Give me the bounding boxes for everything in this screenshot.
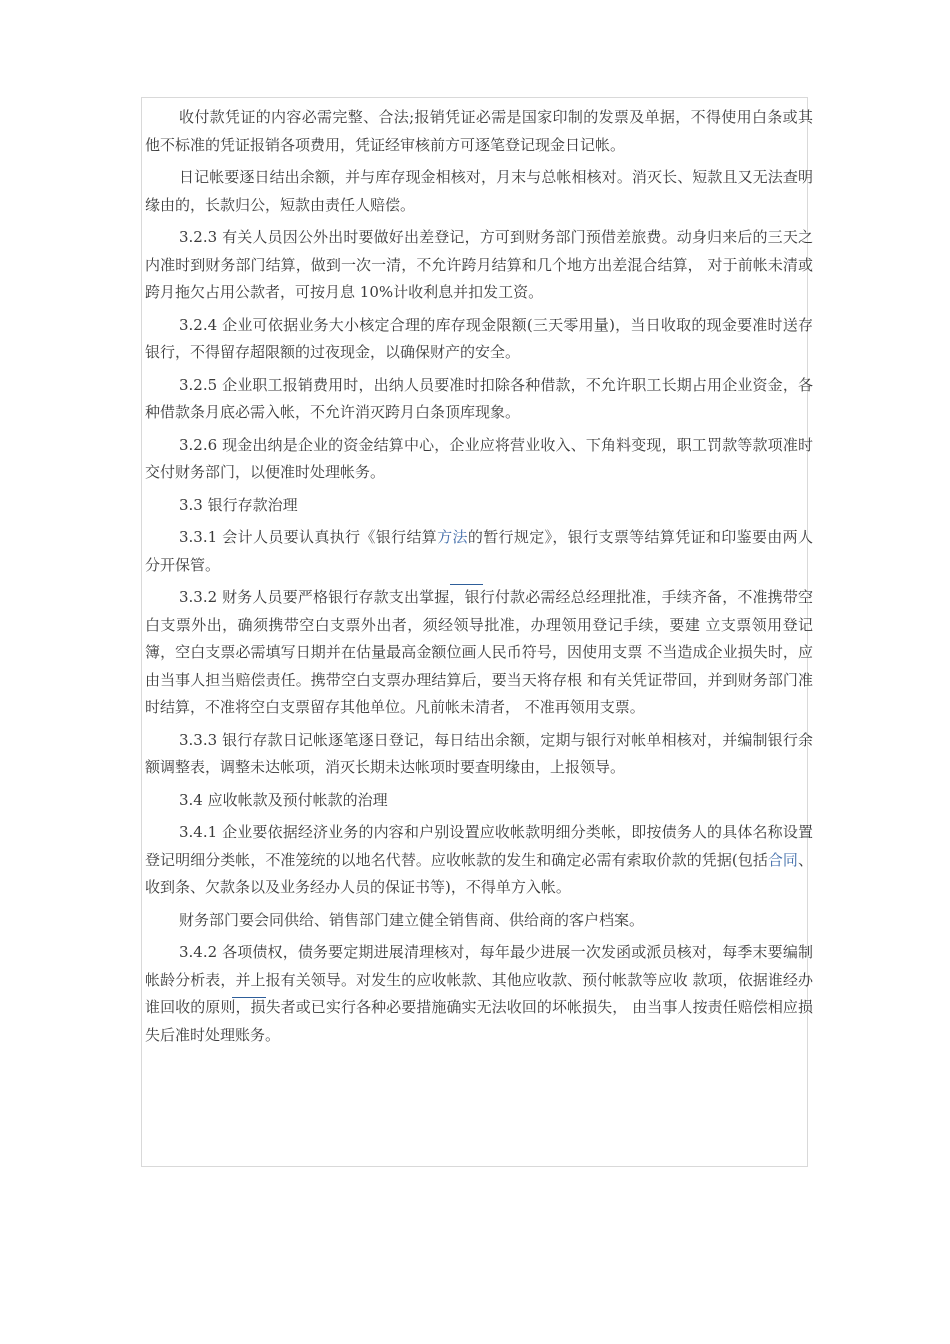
link-underline-mark [450,584,483,585]
paragraph: 3.2.6 现金出纳是企业的资金结算中心，企业应将营业收入、下角料变现，职工罚款等款项准时交付财务部门，以便准时处理帐务。 [145,435,813,481]
paragraph-text: 、收到条、欠款条以及业务经办人员的保证书等)，不得单方入帐。 [145,850,813,896]
paragraph: 3.2.4 企业可依据业务大小核定合理的库存现金限额(三天零用量)，当日收取的现金要准时送存银行，不得留存超限额的过夜现金，以确保财产的安全。 [145,315,813,361]
section-heading: 3.3 银行存款治理 [179,495,298,514]
paragraph: 3.2.3 有关人员因公外出时要做好出差登记，方可到财务部门预借差旅费。动身归来后的三天之内准时到财务部门结算，做到一次一清，不允许跨月结算和几个地方出差混合结算， 对于前帐未清或跨月拖欠占用公款者，可按月息 10%计收利息并扣发工资。 [145,228,813,301]
paragraph [145,524,813,579]
link-method[interactable]: 方法 [437,528,468,546]
paragraph: 3.3.2 财务人员要严格银行存款支出掌握，银行付款必需经总经理批准，手续齐备，不准携带空白支票外出，确须携带空白支票外出者，须经领导批准，办理领用登记手续，要建 立支票领用登记簿，空白支票必需填写日期并在估量最高金额位画人民币符号，因使用支票 不当造成企业损失时，应由当事人担当赔偿责任。携带空白支票办理结算后，要当天将存根 和有关凭证带回，并到财务部门准时结算，不准将空白支票留存其他单位。凡前帐未清者， 不准再领用支票。 [145,588,813,716]
section-heading: 3.4 应收帐款及预付帐款的治理 [179,790,388,809]
document-body [145,104,813,1054]
paragraph: 日记帐要逐日结出余额，并与库存现金相核对，月末与总帐相核对。消灭长、短款且又无法查明缘由的，长款归公，短款由责任人赔偿。 [145,168,813,214]
paragraph: 收付款凭证的内容必需完整、合法;报销凭证必需是国家印制的发票及单据，不得使用白条或其他不标准的凭证报销各项费用，凭证经审核前方可逐笔登记现金日记帐。 [145,108,813,154]
paragraph: 3.4.2 各项债权，债务要定期进展清理核对，每年最少进展一次发函或派员核对，每季末要编制帐龄分析表，并上报有关领导。对发生的应收帐款、其他应收款、预付帐款等应收 款项，依据谁经办谁回收的原则，损失者或已实行各种必要措施确实无法收回的坏帐损失， 由当事人按责任赔偿相应损失后准时处理账务。 [145,943,813,1044]
paragraph [145,819,813,902]
paragraph: 财务部门要会同供给、销售部门建立健全销售商、供给商的客户档案。 [179,910,645,929]
paragraph-text: 的暂行规定》，银行支票等结算凭证和印鉴要由两人分开保管。 [145,528,813,574]
paragraph-text: 3.4.1 企业要依据经济业务的内容和户别设置应收帐款明细分类帐，即按债务人的具体名称设置登记明细分类帐，不准笼统的以地名代替。应收帐款的发生和确定必需有索取价款的凭据(包括 [145,823,813,869]
paragraph-text: 3.3.1 会计人员要认真执行《银行结算 [179,528,438,546]
link-contract[interactable]: 合同 [767,850,798,869]
paragraph: 3.2.5 企业职工报销费用时，出纳人员要准时扣除各种借款，不允许职工长期占用企业资金，各种借款条月底必需入帐，不允许消灭跨月白条顶库现象。 [145,375,813,421]
paragraph: 3.3.3 银行存款日记帐逐笔逐日登记，每日结出余额，定期与银行对帐单相核对，并编制银行余额调整表，调整未达帐项，消灭长期未达帐项时要查明缘由，上报领导。 [145,730,813,776]
link-underline-mark [232,997,266,998]
